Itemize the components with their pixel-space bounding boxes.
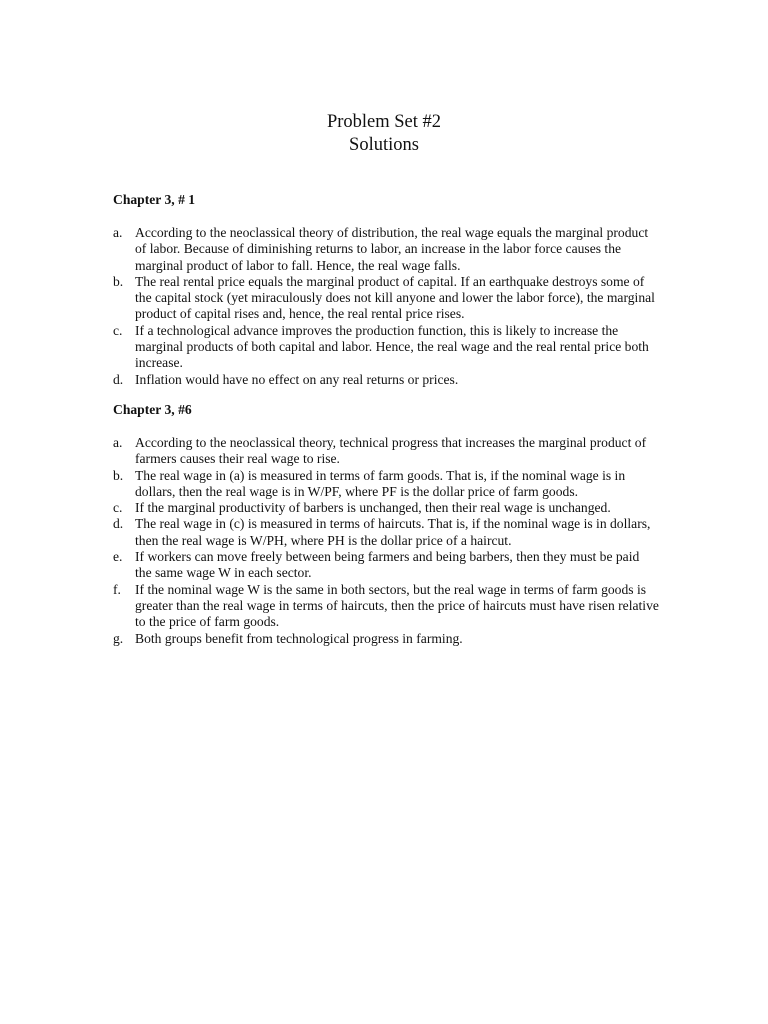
title-block xyxy=(0,111,768,157)
document-title: Problem Set #2 xyxy=(326,112,442,132)
list-item xyxy=(113,549,659,582)
list-item xyxy=(113,516,659,549)
item-text: If workers can move freely between being farmers and being barbers, then they must be paid the same wage W in each sector. xyxy=(135,549,640,581)
item-text: According to the neoclassical theory of distribution, the real wage equals the marginal product of labor. Because of diminishing returns to labor, an increase in the labor force causes the marginal product of labor to fall. Hence, the real wage falls. xyxy=(135,225,649,273)
item-letter: c. xyxy=(113,322,123,338)
item-letter: b. xyxy=(113,467,124,483)
item-text: If the nominal wage W is the same in both sectors, but the real wage in terms of farm goods is greater than the real wage in terms of haircuts, then the price of haircuts must have risen relative to the price of farm goods. xyxy=(135,581,659,630)
list-item xyxy=(113,500,659,516)
item-text: Inflation would have no effect on any real returns or prices. xyxy=(135,371,459,387)
list-item xyxy=(113,582,659,631)
section-chapter-3-6 xyxy=(113,402,659,647)
item-letter: d. xyxy=(113,516,124,532)
item-text: Both groups benefit from technological progress in farming. xyxy=(135,630,463,646)
item-letter: d. xyxy=(113,371,124,387)
item-letter: b. xyxy=(113,273,124,289)
item-letter: c. xyxy=(113,500,123,516)
item-letter: a. xyxy=(113,435,123,450)
section-heading: Chapter 3, # 1 xyxy=(113,192,196,207)
list-item xyxy=(113,372,659,388)
item-text: The real wage in (a) is measured in terms of farm goods. That is, if the nominal wage is in dollars, then the real wage is in W/PF, where PF is the dollar price of farm goods. xyxy=(135,467,626,499)
section-heading: Chapter 3, #6 xyxy=(113,402,192,417)
item-text: The real rental price equals the marginal product of capital. If an earthquake destroys some of the capital stock (yet miraculously does not kill anyone and lower the labor force), the marginal product of capital rises and, hence, the real rental price rises. xyxy=(135,273,655,322)
item-letter: f. xyxy=(113,581,121,597)
section-chapter-3-1 xyxy=(113,192,659,388)
item-text: If a technological advance improves the production function, this is likely to increase the marginal products of both capital and labor. Hence, the real wage and the real rental price both increase. xyxy=(135,322,649,371)
item-text: If the marginal productivity of barbers is unchanged, then their real wage is unchanged. xyxy=(135,500,611,516)
list-item xyxy=(113,468,659,501)
list-item xyxy=(113,323,659,372)
list-item xyxy=(113,435,659,468)
list-item xyxy=(113,225,659,274)
item-text: The real wage in (c) is measured in terms of haircuts. That is, if the nominal wage is in dollars, then the real wage is W/PH, where PH is the dollar price of a haircut. xyxy=(135,516,651,548)
item-letter: e. xyxy=(113,549,123,565)
item-text: According to the neoclassical theory, technical progress that increases the marginal product of farmers causes their real wage to rise. xyxy=(135,435,647,467)
item-letter: a. xyxy=(113,225,123,240)
list-item xyxy=(113,631,659,647)
item-letter: g. xyxy=(113,630,124,646)
document-subtitle: Solutions xyxy=(349,135,419,155)
list-item xyxy=(113,274,659,323)
